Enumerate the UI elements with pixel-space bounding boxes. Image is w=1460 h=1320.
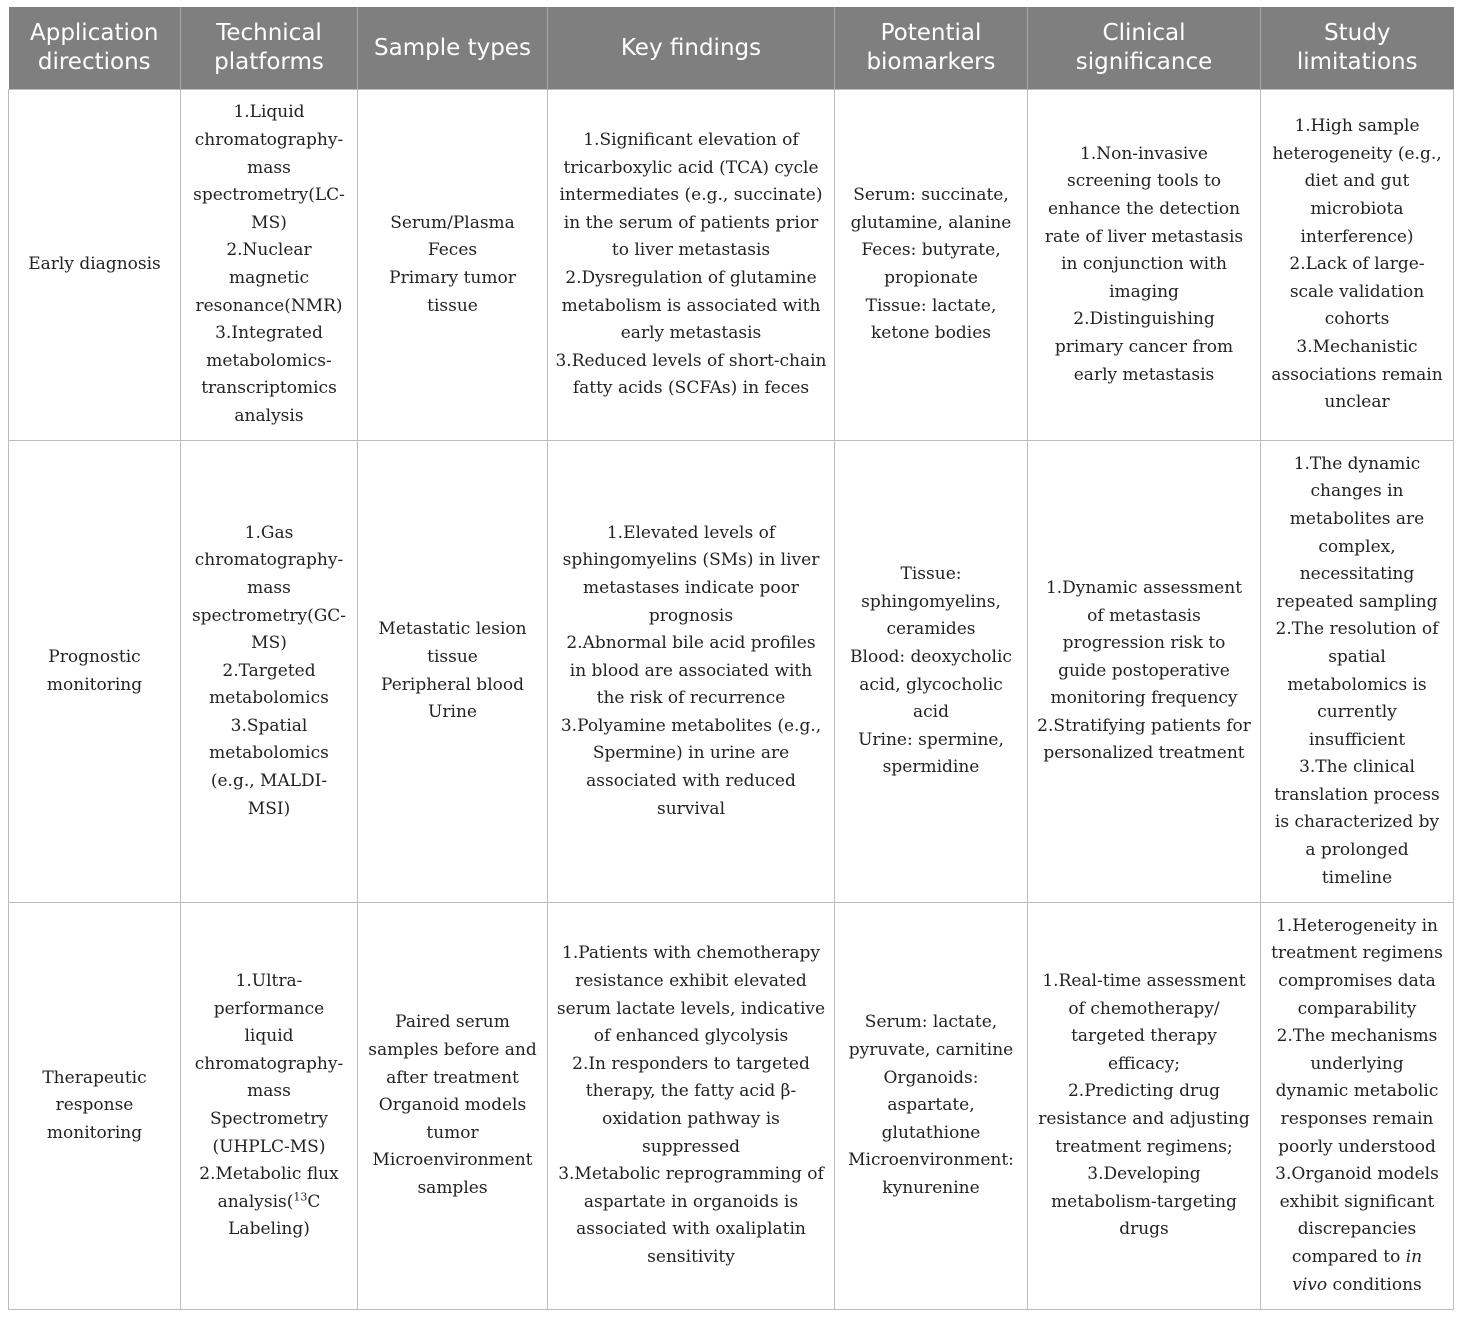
header-potential-biomarkers: Potential biomarkers (835, 7, 1028, 90)
cell-direction: Therapeutic response monitoring (9, 903, 181, 1310)
cell-biomarkers: Serum: lactate, pyruvate, carnitine Organoids: aspartate, glutathione Microenvironment: kynurenine (835, 903, 1028, 1310)
isotope-superscript: 13 (293, 1190, 308, 1204)
platforms-text: 1.Ultra- performance liquid chromatography- mass Spectrometry (UHPLC-MS) 2.Metabolic flux analysis( (194, 971, 344, 1212)
cell-biomarkers: Tissue: sphingomyelins, ceramides Blood: deoxycholic acid, glycocholic acid Urine: spermine, spermidine (835, 441, 1028, 903)
limitations-text: 1.Heterogeneity in treatment regimens compromises data comparability 2.The mechanisms underlying dynamic metabolic responses remain poorly understood 3.Organoid models exhibit significant discrepancies compared to (1271, 915, 1443, 1267)
cell-biomarkers: Serum: succinate, glutamine, alanine Feces: butyrate, propionate Tissue: lactate, ketone bodies (835, 90, 1028, 441)
header-clinical-significance: Clinical significance (1028, 7, 1261, 90)
cell-findings: 1.Significant elevation of tricarboxylic acid (TCA) cycle intermediates (e.g., succinate) in the serum of patients prior to liver metastasis 2.Dysregulation of glutamine metabolism is associated with early metastasis 3.Reduced levels of short-chain fatty acids (SCFAs) in feces (548, 90, 835, 441)
cell-platforms: 1.Liquid chromatography- mass spectrometry(LC- MS) 2.Nuclear magnetic resonance(NMR) 3.Integrated metabolomics- transcriptomics analysis (181, 90, 358, 441)
cell-samples: Paired serum samples before and after treatment Organoid models tumor Microenvironment samples (358, 903, 548, 1310)
header-technical-platforms: Technical platforms (181, 7, 358, 90)
cell-findings: 1.Elevated levels of sphingomyelins (SMs) in liver metastases indicate poor prognosis 2.Abnormal bile acid profiles in blood are associated with the risk of recurrence 3.Polyamine metabolites (e.g., Spermine) in urine are associated with reduced survival (548, 441, 835, 903)
cell-significance: 1.Real-time assessment of chemotherapy/ targeted therapy efficacy; 2.Predicting drug resistance and adjusting treatment regimens; 3.Developing metabolism-targeting drugs (1028, 903, 1261, 1310)
cell-significance: 1.Non-invasive screening tools to enhance the detection rate of liver metastasis in conjunction with imaging 2.Distinguishing primary cancer from early metastasis (1028, 90, 1261, 441)
cell-findings: 1.Patients with chemotherapy resistance exhibit elevated serum lactate levels, indicative of enhanced glycolysis 2.In responders to targeted therapy, the fatty acid β- oxidation pathway is suppressed 3.Metabolic reprogramming of aspartate in organoids is associated with oxaliplatin sensitivity (548, 903, 835, 1310)
cell-limitations: 1.High sample heterogeneity (e.g., diet and gut microbiota interference) 2.Lack of large- scale validation cohorts 3.Mechanistic associations remain unclear (1261, 90, 1454, 441)
cell-platforms: 1.Gas chromatography- mass spectrometry(GC- MS) 2.Targeted metabolomics 3.Spatial metabolomics (e.g., MALDI- MSI) (181, 441, 358, 903)
table-row-early-diagnosis (9, 90, 1454, 441)
comparison-table (8, 7, 1454, 1310)
header-key-findings: Key findings (548, 7, 835, 90)
header-row (9, 7, 1454, 90)
header-sample-types: Sample types (358, 7, 548, 90)
limitations-italic: in vivo (1292, 1246, 1423, 1295)
cell-limitations (1261, 903, 1454, 1310)
header-study-limitations: Study limitations (1261, 7, 1454, 90)
cell-samples: Serum/Plasma Feces Primary tumor tissue (358, 90, 548, 441)
cell-platforms (181, 903, 358, 1310)
cell-samples: Metastatic lesion tissue Peripheral blood Urine (358, 441, 548, 903)
cell-direction: Prognostic monitoring (9, 441, 181, 903)
platforms-text-end: C Labeling) (228, 1191, 321, 1240)
table-row-therapeutic-response (9, 903, 1454, 1310)
limitations-text-end: conditions (1327, 1274, 1422, 1295)
cell-direction: Early diagnosis (9, 90, 181, 441)
cell-limitations: 1.The dynamic changes in metabolites are complex, necessitating repeated sampling 2.The resolution of spatial metabolomics is currently insufficient 3.The clinical translation process is characterized by a prolonged timeline (1261, 441, 1454, 903)
table-row-prognostic-monitoring (9, 441, 1454, 903)
header-application-directions: Application directions (9, 7, 181, 90)
cell-significance: 1.Dynamic assessment of metastasis progression risk to guide postoperative monitoring frequency 2.Stratifying patients for personalized treatment (1028, 441, 1261, 903)
